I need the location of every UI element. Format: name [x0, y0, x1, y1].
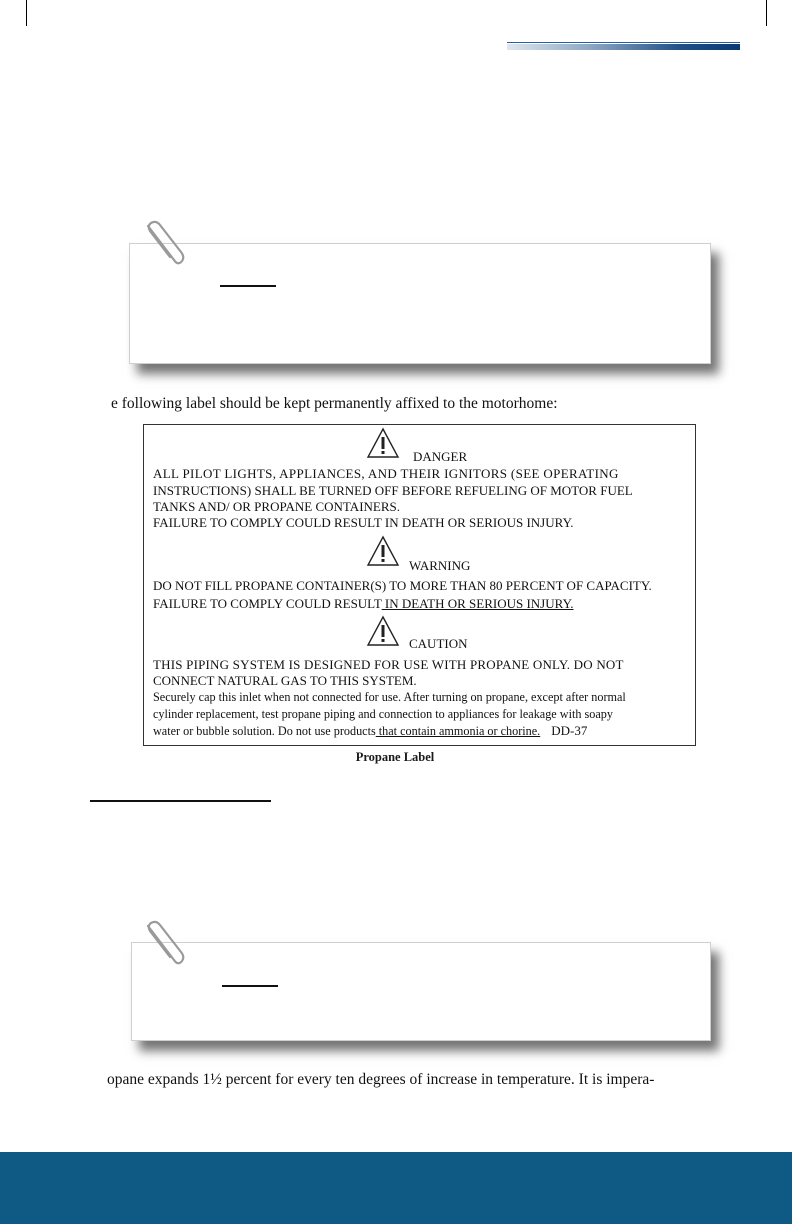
warning-triangle-icon: [366, 535, 400, 567]
label-intro-text: e following label should be kept permanently affixed to the motorhome:: [111, 395, 558, 412]
caution-line-4: cylinder replacement, test propane piping and connection to appliances for leakage with soapy: [153, 707, 613, 721]
paperclip-icon-2: [140, 920, 186, 968]
warning-line-1: DO NOT FILL PROPANE CONTAINER(S) TO MORE THAN 80 PERCENT OF CAPACITY.: [153, 578, 652, 593]
note-box-bottom: [131, 942, 711, 1041]
paperclip-icon: [140, 220, 186, 268]
warning-line-2-underlined: IN DEATH OR SERIOUS INJURY.: [381, 596, 574, 611]
caution-line-5: [153, 723, 686, 740]
propane-expansion-text: opane expands 1½ percent for every ten degrees of increase in temperature. It is impera-: [107, 1071, 655, 1088]
note-heading-underline: [220, 285, 276, 287]
note-box-top: [129, 243, 711, 364]
label-code: DD-37: [551, 723, 588, 738]
header-rule: [507, 44, 740, 50]
caution-line-2: CONNECT NATURAL GAS TO THIS SYSTEM.: [153, 673, 417, 688]
caution-line-5-plain: water or bubble solution. Do not use products: [153, 724, 376, 738]
warning-line-2-plain: FAILURE TO COMPLY COULD RESULT: [153, 596, 382, 611]
danger-triangle-icon: [366, 427, 400, 459]
caution-title: CAUTION: [409, 636, 468, 651]
section-heading-underline: [90, 800, 271, 802]
warning-title: WARNING: [409, 558, 471, 573]
note-heading-underline-2: [222, 985, 278, 987]
caution-triangle-icon: [366, 615, 400, 647]
caution-line-5-underlined: that contain ammonia or chorine.: [375, 724, 541, 738]
caution-line-3: Securely cap this inlet when not connected for use. After turning on propane, except after normal: [153, 690, 626, 704]
corner-crop-mark-left: [26, 0, 27, 26]
corner-crop-mark-right: [766, 0, 767, 26]
propane-label: [143, 424, 696, 746]
danger-line-2: INSTRUCTIONS) SHALL BE TURNED OFF BEFORE REFUELING OF MOTOR FUEL: [153, 483, 633, 498]
warning-line-2: [153, 596, 686, 612]
danger-line-4: FAILURE TO COMPLY COULD RESULT IN DEATH OR SERIOUS INJURY.: [153, 515, 574, 530]
danger-line-3: TANKS AND/ OR PROPANE CONTAINERS.: [153, 499, 400, 514]
footer-band: [0, 1152, 792, 1224]
propane-label-caption: [0, 750, 792, 765]
propane-label-caption-text: Propane Label: [355, 750, 435, 764]
caution-line-1: THIS PIPING SYSTEM IS DESIGNED FOR USE WITH PROPANE ONLY. DO NOT: [153, 657, 624, 672]
danger-line-1: ALL PILOT LIGHTS, APPLIANCES, AND THEIR IGNITORS (SEE OPERATING: [153, 466, 619, 481]
danger-title: DANGER: [413, 449, 468, 464]
